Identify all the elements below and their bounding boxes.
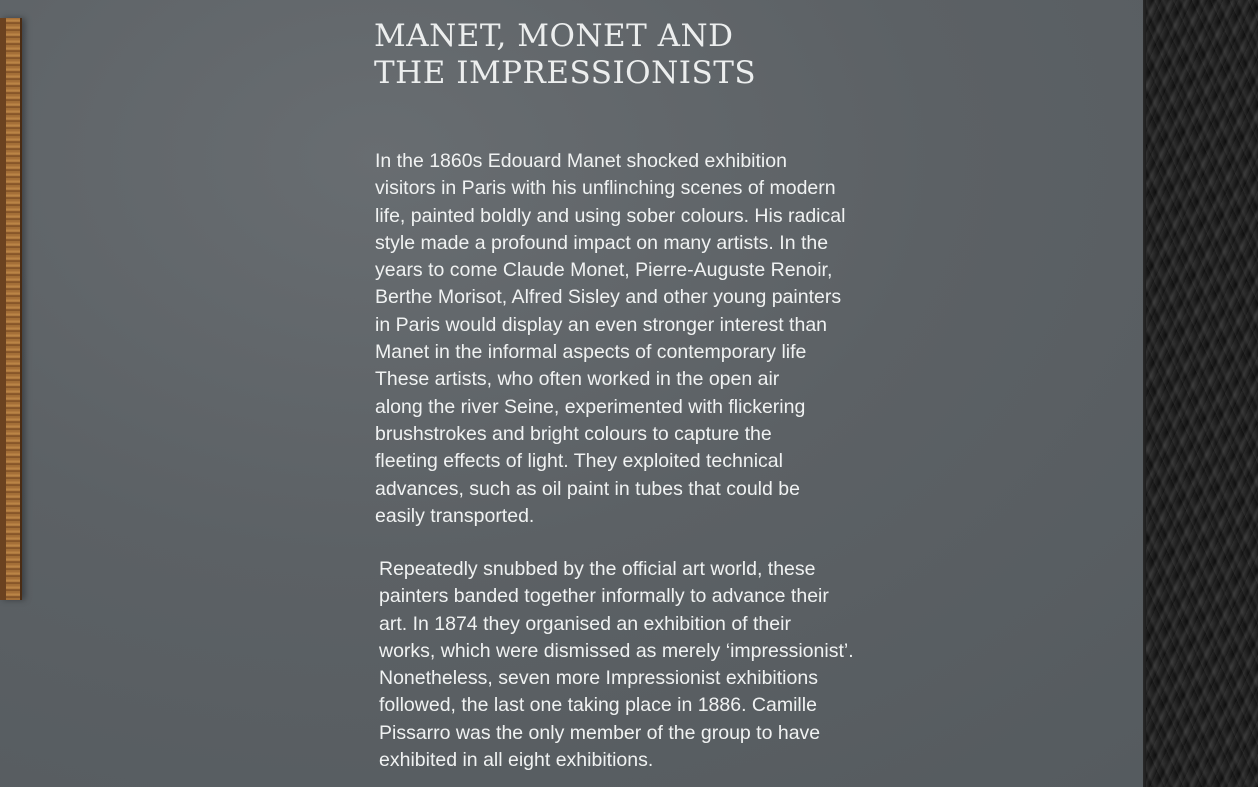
- marble-pillar: [1146, 0, 1258, 787]
- text-line: Nonetheless, seven more Impressionist exhibitions: [379, 667, 818, 690]
- panel-title-line: MANET, MONET AND: [374, 18, 734, 54]
- text-line: years to come Claude Monet, Pierre-Auguste Renoir,: [375, 259, 833, 282]
- text-line: visitors in Paris with his unflinching scenes of modern: [375, 177, 836, 200]
- text-line: art. In 1874 they organised an exhibition of their: [379, 612, 791, 635]
- text-line: fleeting effects of light. They exploited technical: [375, 450, 783, 473]
- text-line: followed, the last one taking place in 1886. Camille: [379, 694, 817, 717]
- text-line: painters banded together informally to advance their: [379, 585, 829, 608]
- text-line: exhibited in all eight exhibitions.: [379, 749, 654, 772]
- text-line: easily transported.: [375, 504, 535, 527]
- panel-title-line: THE IMPRESSIONISTS: [374, 55, 757, 91]
- panel-title: [374, 18, 894, 92]
- text-line: Repeatedly snubbed by the official art world, these: [379, 558, 816, 580]
- text-line: Manet in the informal aspects of contemporary life: [375, 341, 807, 364]
- text-line: works, which were dismissed as merely ‘impressionist’.: [379, 639, 854, 662]
- text-line: In the 1860s Edouard Manet shocked exhibition: [375, 150, 787, 172]
- panel-paragraph-2: [379, 556, 889, 774]
- text-line: along the river Seine, experimented with flickering: [375, 395, 806, 418]
- text-line: advances, such as oil paint in tubes that could be: [375, 477, 800, 500]
- text-line: life, painted boldly and using sober colours. His radical: [375, 204, 846, 227]
- text-line: Pissarro was the only member of the group to have: [379, 721, 821, 744]
- panel-paragraph-1: [375, 148, 885, 530]
- text-line: Berthe Morisot, Alfred Sisley and other young painters: [375, 286, 842, 309]
- text-line: style made a profound impact on many artists. In the: [375, 231, 829, 254]
- painting-frame-inner: [0, 18, 6, 600]
- text-line: These artists, who often worked in the open air: [375, 368, 780, 391]
- text-line: in Paris would display an even stronger interest than: [375, 313, 828, 336]
- text-line: brushstrokes and bright colours to capture the: [375, 422, 772, 445]
